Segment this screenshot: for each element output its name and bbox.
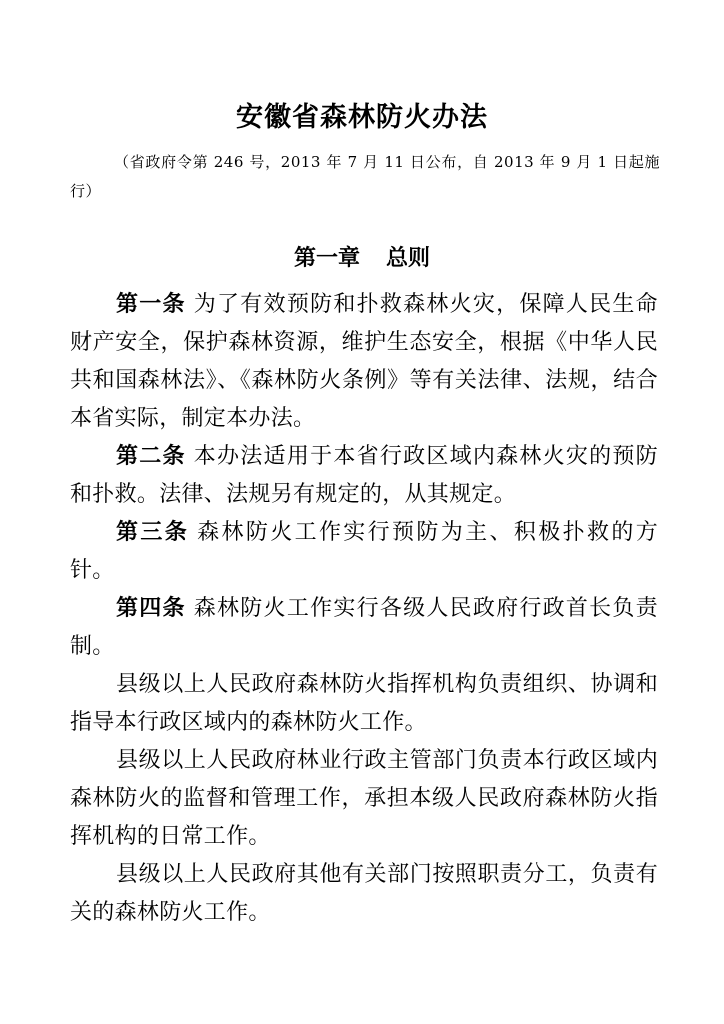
chapter-number: 第一章 xyxy=(293,246,360,271)
document-body xyxy=(70,286,658,932)
article-number: 第四条 xyxy=(116,596,186,621)
article-text: 为了有效预防和扑救森林火灾，保障人民生命财产安全，保护森林资源，维护生态安全，根据《中华人民共和国森林法》、《森林防火条例》等有关法律、法规，结合本省实际，制定本办法。 xyxy=(70,292,658,431)
article-number: 第三条 xyxy=(116,520,190,545)
article-paragraph xyxy=(70,438,658,514)
clause-text: 县级以上人民政府森林防火指挥机构负责组织、协调和指导本行政区域内的森林防火工作。 xyxy=(70,672,658,735)
article-number: 第二条 xyxy=(116,444,186,469)
clause-text: 县级以上人民政府林业行政主管部门负责本行政区域内森林防火的监督和管理工作，承担本级人民政府森林防火指挥机构的日常工作。 xyxy=(70,748,658,849)
document-title: 安徽省森林防火办法 xyxy=(236,102,488,133)
article-text: 森林防火工作实行预防为主、积极扑救的方针。 xyxy=(70,520,659,583)
clause-paragraph xyxy=(70,666,658,742)
article-text: 本办法适用于本省行政区域内森林火灾的预防和扑救。法律、法规另有规定的，从其规定。 xyxy=(70,444,658,507)
article-number: 第一条 xyxy=(116,292,186,317)
clause-text: 县级以上人民政府其他有关部门按照职责分工，负责有关的森林防火工作。 xyxy=(70,862,658,925)
chapter-heading xyxy=(0,242,724,276)
article-paragraph xyxy=(70,514,658,590)
article-paragraph xyxy=(70,590,658,666)
clause-paragraph xyxy=(70,742,658,856)
article-paragraph xyxy=(70,286,658,438)
article-text: 森林防火工作实行各级人民政府行政首长负责制。 xyxy=(70,596,658,659)
document-subtitle: （省政府令第 246 号，2013 年 7 月 11 日公布，自 2013 年 9 月 1 日起施行） xyxy=(70,153,660,200)
clause-paragraph xyxy=(70,856,658,932)
chapter-name: 总则 xyxy=(386,246,431,271)
